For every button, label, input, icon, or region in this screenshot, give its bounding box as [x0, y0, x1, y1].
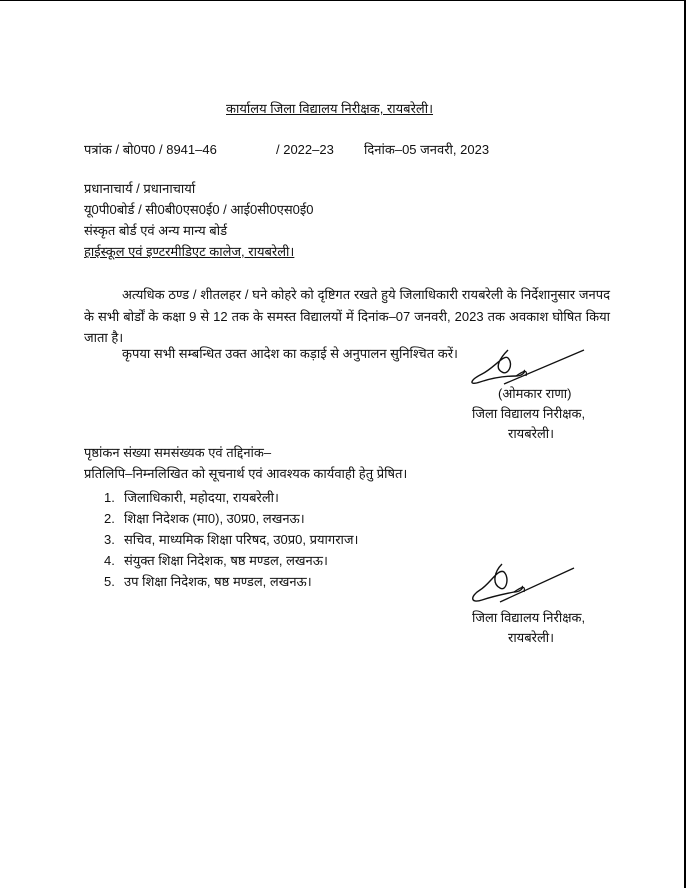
- signatory-place: रायबरेली।: [508, 426, 555, 441]
- list-item: [104, 508, 358, 529]
- addressee-line-3: संस्कृत बोर्ड एवं अन्य मान्य बोर्ड: [84, 223, 228, 238]
- page-border-top: [0, 0, 686, 1]
- signature-2: [468, 562, 578, 606]
- list-text: शिक्षा निदेशक (मा0), उ0प्र0, लखनऊ।: [124, 511, 305, 526]
- signatory-name: (ओमकार राणा): [498, 386, 572, 401]
- addressee-line-2: यू0पी0बोर्ड / सी0बी0एस0ई0 / आई0सी0एस0ई0: [84, 202, 314, 217]
- signatory-designation: जिला विद्यालय निरीक्षक,: [472, 406, 586, 421]
- session-year: / 2022–23: [276, 142, 334, 157]
- list-number: 3.: [104, 532, 115, 547]
- signatory-2-designation: जिला विद्यालय निरीक्षक,: [472, 610, 586, 625]
- office-title: कार्यालय जिला विद्यालय निरीक्षक, रायबरेली।: [226, 101, 434, 116]
- letter-number: पत्रांक / बो0प0 / 8941–46: [84, 142, 217, 157]
- list-number: 1.: [104, 490, 115, 505]
- endorsement-heading: पृष्ठांकन संख्या समसंख्यक एवं तद्दिनांक–: [84, 445, 272, 460]
- addressee-line-1: प्रधानाचार्य / प्रधानाचार्या: [84, 181, 196, 196]
- list-text: सचिव, माध्यमिक शिक्षा परिषद, उ0प्र0, प्रयागराज।: [124, 532, 359, 547]
- signature-1: [464, 346, 589, 388]
- list-item: [104, 529, 358, 550]
- list-item: [104, 550, 358, 571]
- recipient-list: [104, 487, 358, 592]
- list-text: संयुक्त शिक्षा निदेशक, षष्ठ मण्डल, लखनऊ।: [124, 553, 328, 568]
- letter-date: दिनांक–05 जनवरी, 2023: [364, 142, 490, 157]
- list-number: 2.: [104, 511, 115, 526]
- addressee-line-4: हाईस्कूल एवं इण्टरमीडिएट कालेज, रायबरेली।: [84, 244, 295, 259]
- list-item: [104, 487, 358, 508]
- list-text: जिलाधिकारी, महोदया, रायबरेली।: [124, 490, 279, 505]
- list-number: 5.: [104, 574, 115, 589]
- body-paragraph-2: कृपया सभी सम्बन्धित उक्त आदेश का कड़ाई से अनुपालन सुनिश्चित करें।: [122, 346, 458, 361]
- copy-to-line: प्रतिलिपि–निम्नलिखित को सूचनार्थ एवं आवश्यक कार्यवाही हेतु प्रेषित।: [84, 466, 408, 481]
- list-number: 4.: [104, 553, 115, 568]
- list-text: उप शिक्षा निदेशक, षष्ठ मण्डल, लखनऊ।: [124, 574, 312, 589]
- list-item: [104, 571, 358, 592]
- signatory-2-place: रायबरेली।: [508, 630, 555, 645]
- body-paragraph-1: अत्यधिक ठण्ड / शीतलहर / घने कोहरे को दृष्टिगत रखते हुये जिलाधिकारी रायबरेली के निर्देशानुसार जनपद के सभी बोर्डों के कक्षा 9 से 12 तक के समस्त विद्यालयों में दिनांक–07 जनवरी, 2023 तक अवकाश घोषित किया जाता है।: [84, 287, 610, 345]
